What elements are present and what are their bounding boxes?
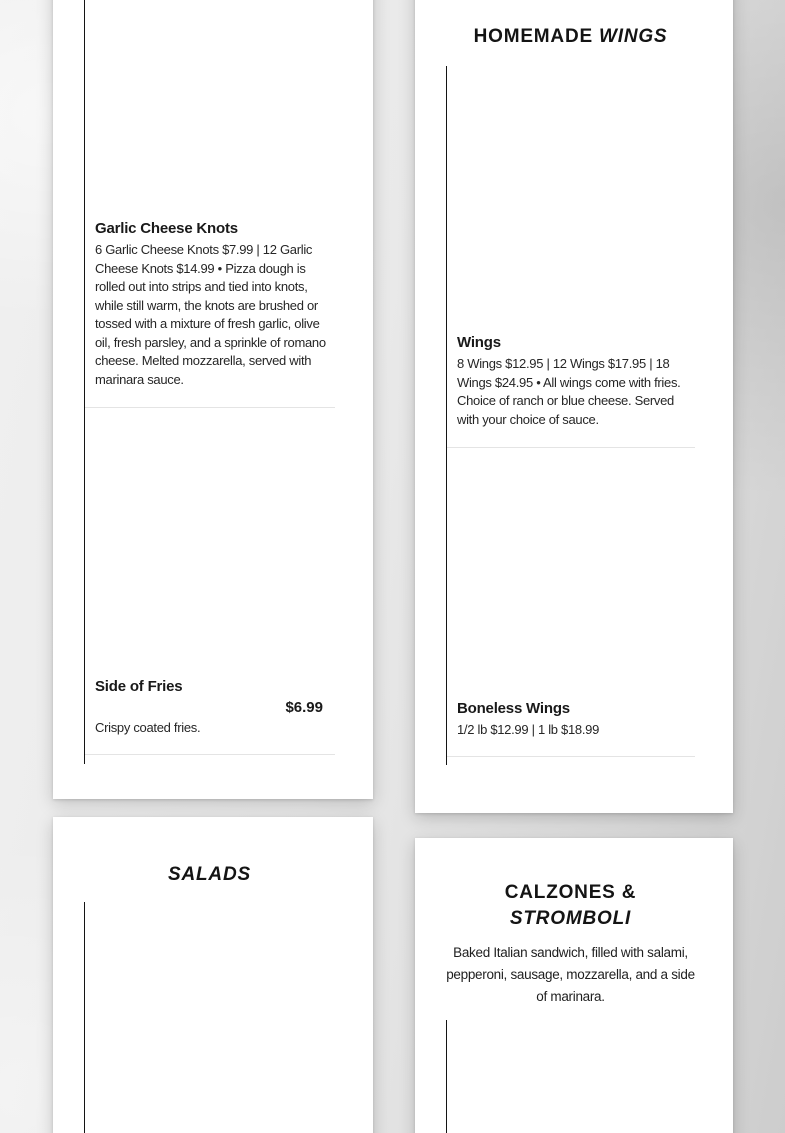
item-image-placeholder <box>457 448 695 698</box>
card-appetizers <box>53 0 373 799</box>
item-description: 6 Garlic Cheese Knots $7.99 | 12 Garlic Cheese Knots $14.99 • Pizza dough is rolled out into strips and tied into knots, while still warm, the knots are brushed or tossed with a mixture of fresh garlic, olive oil, fresh parsley, and a sprinkle of romano cheese. Melted mozzarella, served with marinara sauce. <box>95 242 326 387</box>
item-description: 1/2 lb $12.99 | 1 lb $18.99 <box>457 722 600 737</box>
menu-item-wings[interactable] <box>447 66 695 448</box>
menu-item-partial[interactable] <box>447 1020 695 1133</box>
heading-italic-part: WINGS <box>599 26 668 47</box>
item-list <box>446 66 695 765</box>
heading-regular-part: CALZONES & <box>504 882 637 903</box>
item-title: Wings <box>457 334 501 351</box>
heading-italic-part: SALADS <box>168 864 251 885</box>
item-price: $6.99 <box>285 699 323 716</box>
menu-item-boneless-wings[interactable] <box>447 448 695 757</box>
item-image-placeholder <box>457 66 695 332</box>
menu-item-side-of-fries[interactable] <box>85 408 335 755</box>
item-list <box>84 902 335 1133</box>
item-list <box>446 1020 695 1133</box>
heading-regular-part: HOMEMADE <box>473 26 600 47</box>
section-intro: Baked Italian sandwich, filled with salami, pepperoni, sausage, mozzarella, and a side of marinara. <box>446 945 695 1004</box>
menu-item-garlic-cheese-knots[interactable] <box>85 0 335 408</box>
section-heading-homemade-wings <box>446 24 695 50</box>
item-title: Side of Fries <box>95 678 183 695</box>
item-image-placeholder <box>95 902 335 1133</box>
item-title: Boneless Wings <box>457 700 570 717</box>
item-image-placeholder <box>457 1020 695 1133</box>
section-heading-salads <box>84 862 335 888</box>
menu-item-partial[interactable] <box>85 902 335 1133</box>
heading-italic-part: STROMBOLI <box>509 908 632 929</box>
card-salads <box>53 817 373 1133</box>
item-description: 8 Wings $12.95 | 12 Wings $17.95 | 18 Wings $24.95 • All wings come with fries. Choice of ranch or blue cheese. Served with your choice of sauce. <box>457 356 681 427</box>
item-list <box>84 0 335 764</box>
card-calzones-stromboli <box>415 838 733 1133</box>
section-heading-calzones-stromboli <box>446 880 695 932</box>
item-image-placeholder <box>95 0 335 218</box>
item-title: Garlic Cheese Knots <box>95 220 238 237</box>
card-homemade-wings <box>415 0 733 813</box>
item-description: Crispy coated fries. <box>95 720 201 735</box>
item-image-placeholder <box>95 408 335 676</box>
